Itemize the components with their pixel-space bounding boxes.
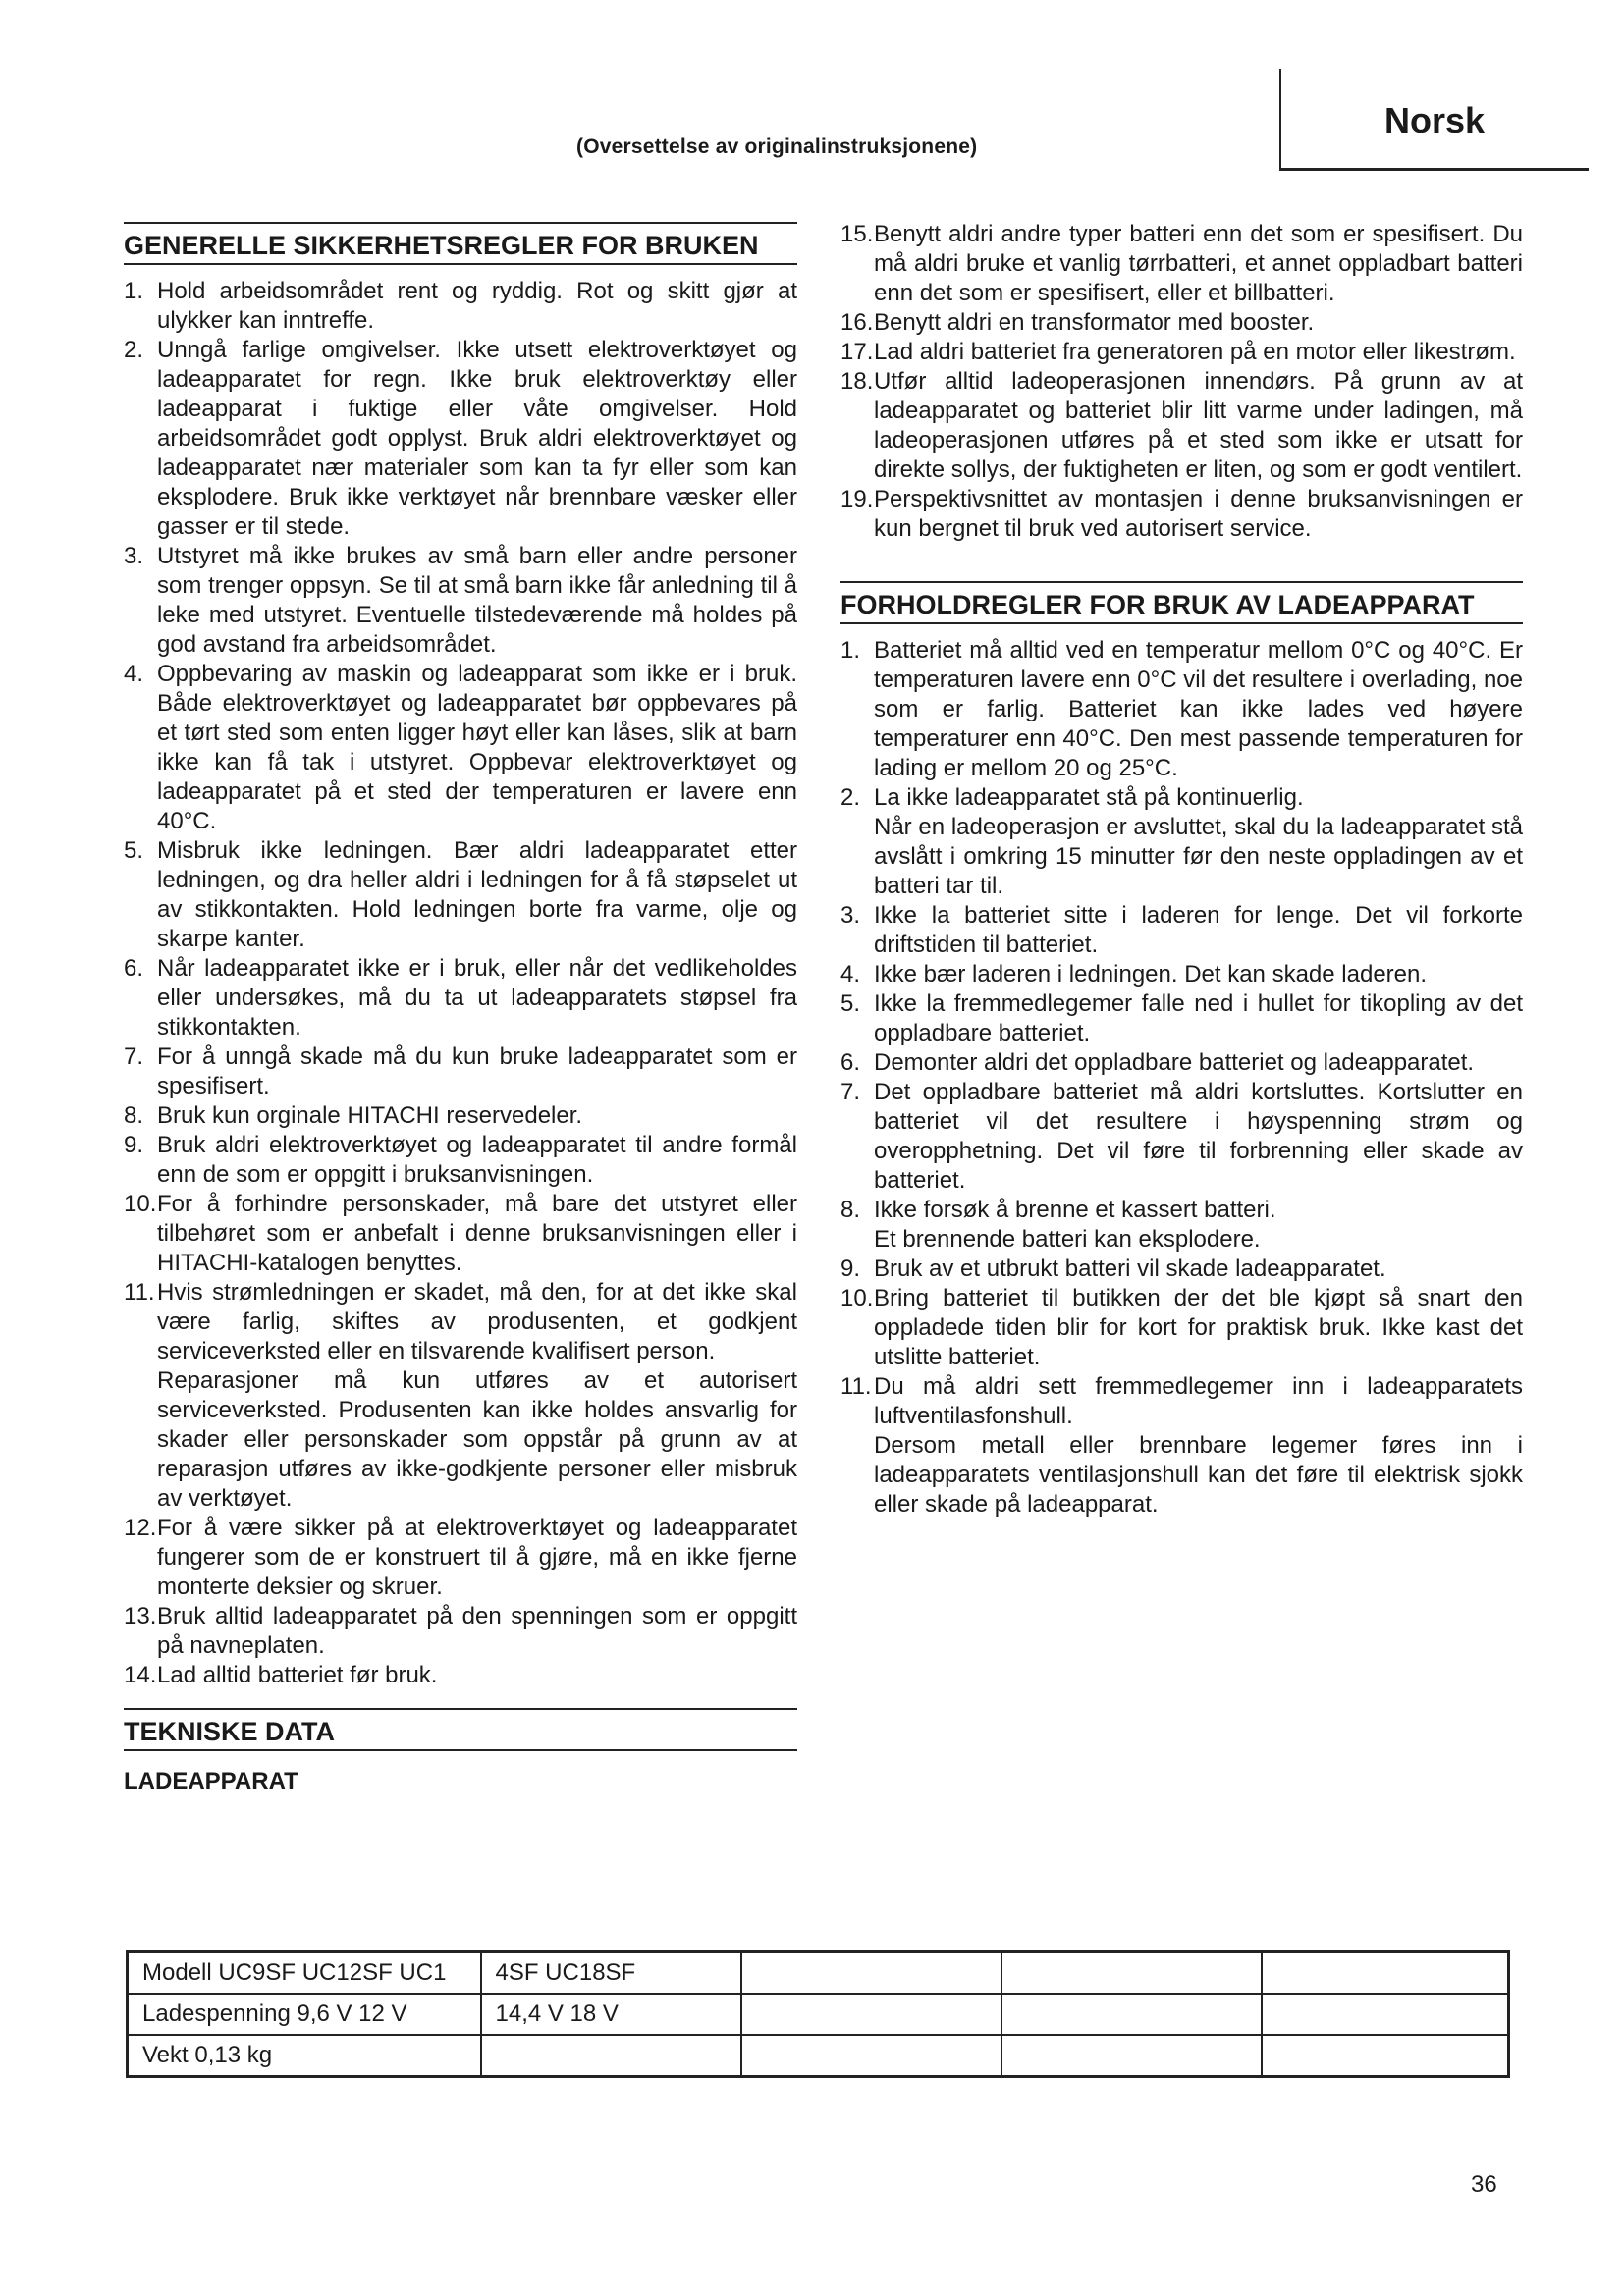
- list-item: [124, 336, 797, 542]
- item-text: Bruk aldri elektroverktøyet og ladeapparatet til andre formål enn de som er oppgitt i bruksanvisningen.: [157, 1132, 797, 1188]
- item-extra-text: Et brennende batteri kan eksplodere.: [874, 1226, 1261, 1253]
- list-item: [840, 308, 1523, 338]
- item-number: 11.: [124, 1279, 155, 1306]
- item-text: For å være sikker på at elektroverktøyet og ladeapparatet fungerer som de er konstruert til å gjøre, må en ikke fjerne monterte deksier og skruer.: [157, 1515, 797, 1600]
- page-number: 36: [1471, 2171, 1497, 2198]
- item-text: Ikke la fremmedlegemer falle ned i hullet for tikopling av det oppladbare batteriet.: [874, 990, 1523, 1046]
- table-row: [128, 1952, 1509, 1995]
- list-item: [124, 1101, 797, 1131]
- item-extra-text: Når en ladeoperasjon er avsluttet, skal du la ladeapparatet stå avslått i omkring 15 minutter før den neste oppladingen av et batteri tar til.: [874, 814, 1523, 899]
- list-item: [840, 1078, 1523, 1196]
- item-number: 9.: [124, 1132, 144, 1158]
- item-number: 10.: [124, 1191, 157, 1217]
- list-item: [840, 1196, 1523, 1255]
- item-number: 6.: [840, 1049, 861, 1076]
- item-number: 1.: [124, 278, 144, 304]
- item-text: Bruk kun orginale HITACHI reservedeler.: [157, 1102, 583, 1129]
- language-tab: [1279, 69, 1589, 171]
- item-number: 19.: [840, 486, 874, 512]
- tech-data-title: TEKNISKE DATA: [124, 1708, 797, 1751]
- item-text: Bring batteriet til butikken der det ble kjøpt så snart den oppladede tiden blir for kort for praktisk bruk. Ikke kast det utslitte batteriet.: [874, 1285, 1523, 1370]
- table-cell: [741, 2035, 1001, 2077]
- table-cell: 4SF UC18SF: [481, 1952, 741, 1995]
- item-text: Ikke bær laderen i ledningen. Det kan skade laderen.: [874, 961, 1428, 988]
- item-number: 16.: [840, 309, 874, 336]
- list-item: [840, 960, 1523, 989]
- item-text: Unngå farlige omgivelser. Ikke utsett elektroverktøyet og ladeapparatet for regn. Ikke bruk elektroverktøy eller ladeapparat i fuktige eller våte omgivelser. Hold arbeidsområdet godt opplyst. Bruk aldri elektroverktøyet og ladeapparatet nær materialer som kan ta fyr eller som kan eksplodere. Bruk ikke verktøyet når brennbare væsker eller gasser er til stede.: [157, 337, 797, 540]
- list-item: [124, 1131, 797, 1190]
- list-item: [124, 542, 797, 660]
- item-number: 5.: [124, 837, 144, 864]
- item-text: Når ladeapparatet ikke er i bruk, eller når det vedlikeholdes eller undersøkes, må du ta ut ladeapparatets støpsel fra stikkontakten.: [157, 955, 797, 1041]
- item-number: 7.: [840, 1079, 861, 1105]
- item-text: Oppbevaring av maskin og ladeapparat som ikke er i bruk. Både elektroverktøyet og ladeapparatet bør oppbevares på et tørt sted som enten ligger høyt eller kan låses, slik at barn ikke kan få tak i utstyret. Oppbevar elektroverktøyet og ladeapparatet på et sted der temperaturen er lavere enn 40°C.: [157, 661, 797, 834]
- list-item: [840, 901, 1523, 960]
- general-rules-list-continued: [840, 220, 1523, 544]
- item-text: Bruk av et utbrukt batteri vil skade ladeapparatet.: [874, 1255, 1386, 1282]
- table-cell: Vekt 0,13 kg: [128, 2035, 481, 2077]
- item-number: 1.: [840, 637, 861, 664]
- item-text: Perspektivsnittet av montasjen i denne bruksanvisningen er kun bergnet til bruk ved autorisert service.: [874, 486, 1523, 542]
- item-number: 17.: [840, 339, 874, 365]
- table-cell: 14,4 V 18 V: [481, 1994, 741, 2035]
- table-cell: [1262, 1952, 1509, 1995]
- list-item: [124, 1661, 797, 1690]
- table-cell: [741, 1994, 1001, 2035]
- item-number: 12.: [124, 1515, 157, 1541]
- list-item: [124, 277, 797, 336]
- item-number: 3.: [124, 543, 144, 569]
- table-cell: [741, 1952, 1001, 1995]
- list-item: [840, 636, 1523, 783]
- item-extra-text: Reparasjoner må kun utføres av et autorisert serviceverksted. Produsenten kan ikke holdes ansvarlig for skader eller personskader som oppstår på grunn av at reparasjon utføres av ikke-godkjente personer eller misbruk av verktøyet.: [157, 1367, 797, 1512]
- list-item: [124, 1042, 797, 1101]
- item-text: Lad alltid batteriet før bruk.: [157, 1662, 438, 1688]
- item-text: Benytt aldri andre typer batteri enn det som er spesifisert. Du må aldri bruke et vanlig tørrbatteri, et annet oppladbart batteri enn det som er spesifisert, eller et billbatteri.: [874, 221, 1523, 306]
- item-text: Hold arbeidsområdet rent og ryddig. Rot og skitt gjør at ulykker kan inntreffe.: [157, 278, 797, 334]
- language-label: Norsk: [1384, 100, 1486, 140]
- table-cell: [1262, 1994, 1509, 2035]
- list-item: [124, 1278, 797, 1514]
- list-item: [840, 367, 1523, 485]
- translation-note: (Oversettelse av originalinstruksjonene): [576, 135, 978, 158]
- list-item: [124, 660, 797, 836]
- left-column: [124, 222, 797, 1826]
- item-text: For å forhindre personskader, må bare det utstyret eller tilbehøret som er anbefalt i denne bruksanvisningen eller i HITACHI-katalogen benyttes.: [157, 1191, 797, 1276]
- right-column: [840, 220, 1523, 1520]
- charger-rules-list: [840, 636, 1523, 1520]
- list-item: [124, 836, 797, 954]
- item-text: Du må aldri sett fremmedlegemer inn i ladeapparatets luftventilasfonshull.: [874, 1373, 1523, 1429]
- item-number: 7.: [124, 1043, 144, 1070]
- item-number: 14.: [124, 1662, 157, 1688]
- item-number: 18.: [840, 368, 874, 395]
- item-number: 13.: [124, 1603, 157, 1629]
- table-cell: Modell UC9SF UC12SF UC1: [128, 1952, 481, 1995]
- list-item: [124, 1602, 797, 1661]
- charger-rules-title: FORHOLDREGLER FOR BRUK AV LADEAPPARAT: [840, 581, 1523, 624]
- tech-data-table: [126, 1950, 1510, 2078]
- item-number: 4.: [840, 961, 861, 988]
- item-text: Batteriet må alltid ved en temperatur mellom 0°C og 40°C. Er temperaturen lavere enn 0°C vil det resultere i overlading, noe som er farlig. Batteriet kan ikke lades ved høyere temperaturer enn 40°C. Den mest passende temperaturen for lading er mellom 20 og 25°C.: [874, 637, 1523, 781]
- item-text: La ikke ladeapparatet stå på kontinuerlig.: [874, 784, 1304, 811]
- item-number: 2.: [124, 337, 144, 363]
- item-number: 11.: [840, 1373, 872, 1400]
- list-item: [840, 220, 1523, 308]
- list-item: [840, 485, 1523, 544]
- item-number: 5.: [840, 990, 861, 1017]
- table-cell: Ladespenning 9,6 V 12 V: [128, 1994, 481, 2035]
- table-row: [128, 2035, 1509, 2077]
- table-cell: [1001, 1994, 1262, 2035]
- table-cell: [1001, 2035, 1262, 2077]
- item-text: Benytt aldri en transformator med booster.: [874, 309, 1315, 336]
- item-number: 15.: [840, 221, 874, 247]
- item-text: Misbruk ikke ledningen. Bær aldri ladeapparatet etter ledningen, og dra heller aldri i ledningen for å få støpselet ut av stikkontakten. Hold ledningen borte fra varme, olje og skarpe kanter.: [157, 837, 797, 952]
- item-text: For å unngå skade må du kun bruke ladeapparatet som er spesifisert.: [157, 1043, 797, 1099]
- item-text: Utfør alltid ladeoperasjonen innendørs. På grunn av at ladeapparatet og batteriet blir litt varme under ladingen, må ladeoperasjonen utføres på et sted som ikke er utsatt for direkte sollys, der fuktigheten er liten, og som er godt ventilert.: [874, 368, 1523, 483]
- item-text: Ikke forsøk å brenne et kassert batteri.: [874, 1197, 1276, 1223]
- table-cell: [481, 2035, 741, 2077]
- list-item: [840, 1048, 1523, 1078]
- charger-subtitle: LADEAPPARAT: [124, 1768, 298, 1794]
- item-number: 3.: [840, 902, 861, 929]
- item-number: 9.: [840, 1255, 861, 1282]
- list-item: [840, 1372, 1523, 1520]
- item-number: 2.: [840, 784, 861, 811]
- item-number: 6.: [124, 955, 144, 982]
- list-item: [840, 1284, 1523, 1372]
- item-text: Bruk alltid ladeapparatet på den spenningen som er oppgitt på navneplaten.: [157, 1603, 797, 1659]
- list-item: [840, 783, 1523, 901]
- item-number: 8.: [124, 1102, 144, 1129]
- list-item: [840, 338, 1523, 367]
- item-number: 4.: [124, 661, 144, 687]
- item-text: Demonter aldri det oppladbare batteriet og ladeapparatet.: [874, 1049, 1475, 1076]
- table-row: [128, 1994, 1509, 2035]
- item-number: 8.: [840, 1197, 861, 1223]
- item-text: Lad aldri batteriet fra generatoren på en motor eller likestrøm.: [874, 339, 1516, 365]
- table-cell: [1001, 1952, 1262, 1995]
- list-item: [124, 1514, 797, 1602]
- general-rules-list: [124, 277, 797, 1690]
- item-text: Utstyret må ikke brukes av små barn eller andre personer som trenger oppsyn. Se til at små barn ikke får anledning til å leke med utstyret. Eventuelle tilstedeværende må holdes på god avstand fra arbeidsområdet.: [157, 543, 797, 658]
- item-extra-text: Dersom metall eller brennbare legemer føres inn i ladeapparatets ventilasjonshull kan det føre til elektrisk sjokk eller skade på ladeapparat.: [874, 1432, 1523, 1518]
- item-number: 10.: [840, 1285, 874, 1311]
- list-item: [124, 1190, 797, 1278]
- table-cell: [1262, 2035, 1509, 2077]
- general-rules-title: GENERELLE SIKKERHETSREGLER FOR BRUKEN: [124, 222, 797, 265]
- item-text: Ikke la batteriet sitte i laderen for lenge. Det vil forkorte driftstiden til batteriet.: [874, 902, 1523, 958]
- list-item: [840, 989, 1523, 1048]
- list-item: [124, 954, 797, 1042]
- item-text: Hvis strømledningen er skadet, må den, for at det ikke skal være farlig, skiftes av produsenten, et godkjent serviceverksted eller en tilsvarende kvalifisert person.: [157, 1279, 797, 1364]
- item-text: Det oppladbare batteriet må aldri kortsluttes. Kortslutter en batteriet vil det resultere i høyspenning strøm og overopphetning. Det vil føre til forbrenning eller skade av batteriet.: [874, 1079, 1523, 1194]
- list-item: [840, 1255, 1523, 1284]
